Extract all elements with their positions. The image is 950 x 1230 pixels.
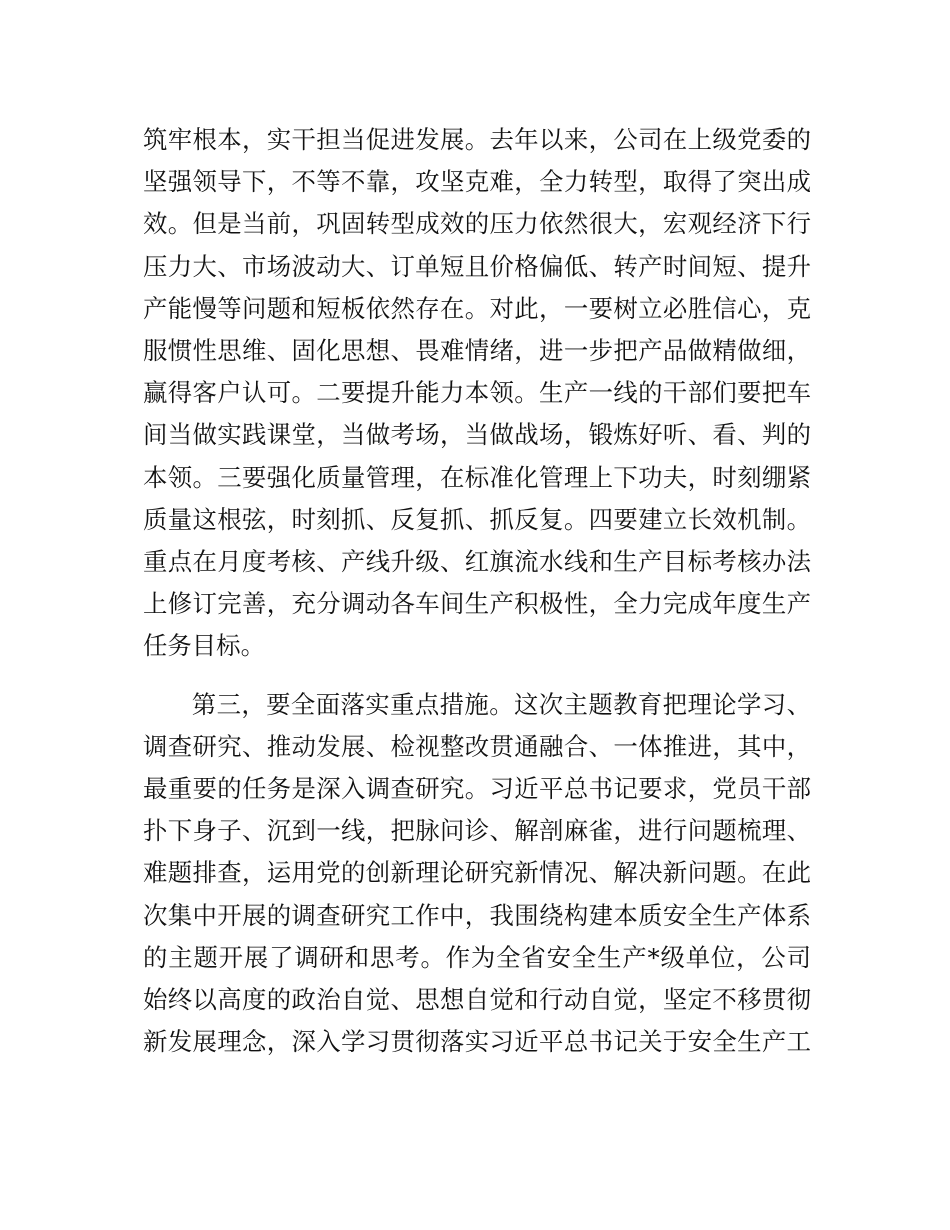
text-line: 重点在月度考核、产线升级、红旗流水线和生产目标考核办法 bbox=[143, 547, 811, 577]
text-line: 间当做实践课堂，当做考场，当做战场，锻炼好听、看、判的 bbox=[143, 420, 811, 450]
text-line: 调查研究、推动发展、检视整改贯通融合、一体推进，其中， bbox=[143, 731, 811, 761]
text-line: 难题排查，运用党的创新理论研究新情况、解决新问题。在此 bbox=[143, 858, 811, 888]
text-line: 效。但是当前，巩固转型成效的压力依然很大，宏观经济下行 bbox=[143, 209, 811, 239]
text-line: 任务目标。 bbox=[143, 631, 265, 661]
text-line: 扑下身子、沉到一线，把脉问诊、解剖麻雀，进行问题梳理、 bbox=[143, 816, 811, 846]
text-line: 服惯性思维、固化思想、畏难情绪，进一步把产品做精做细， bbox=[143, 336, 811, 366]
text-line: 本领。三要强化质量管理，在标准化管理上下功夫，时刻绷紧 bbox=[143, 462, 811, 492]
text-line: 坚强领导下，不等不靠，攻坚克难，全力转型，取得了突出成 bbox=[143, 167, 811, 197]
paragraph-2 bbox=[143, 684, 811, 1064]
text-line: 始终以高度的政治自觉、思想自觉和行动自觉，坚定不移贯彻 bbox=[143, 985, 811, 1015]
paragraph-1 bbox=[143, 119, 811, 668]
text-line: 质量这根弦，时刻抓、反复抓、抓反复。四要建立长效机制。 bbox=[143, 504, 811, 534]
text-line: 次集中开展的调查研究工作中，我围绕构建本质安全生产体系 bbox=[143, 900, 811, 930]
document-body bbox=[143, 119, 811, 1063]
text-line: 的主题开展了调研和思考。作为全省安全生产*级单位，公司 bbox=[143, 942, 811, 972]
text-line: 上修订完善，充分调动各车间生产积极性，全力完成年度生产 bbox=[143, 589, 811, 619]
text-line: 赢得客户认可。二要提升能力本领。生产一线的干部们要把车 bbox=[143, 378, 811, 408]
text-line: 第三，要全面落实重点措施。这次主题教育把理论学习、 bbox=[191, 689, 811, 719]
text-line: 最重要的任务是深入调查研究。习近平总书记要求，党员干部 bbox=[143, 774, 811, 804]
text-line: 产能慢等问题和短板依然存在。对此，一要树立必胜信心，克 bbox=[143, 293, 811, 323]
text-line: 压力大、市场波动大、订单短且价格偏低、转产时间短、提升 bbox=[143, 251, 811, 281]
text-line: 筑牢根本，实干担当促进发展。去年以来，公司在上级党委的 bbox=[143, 125, 811, 154]
text-line: 新发展理念，深入学习贯彻落实习近平总书记关于安全生产工 bbox=[143, 1027, 811, 1057]
